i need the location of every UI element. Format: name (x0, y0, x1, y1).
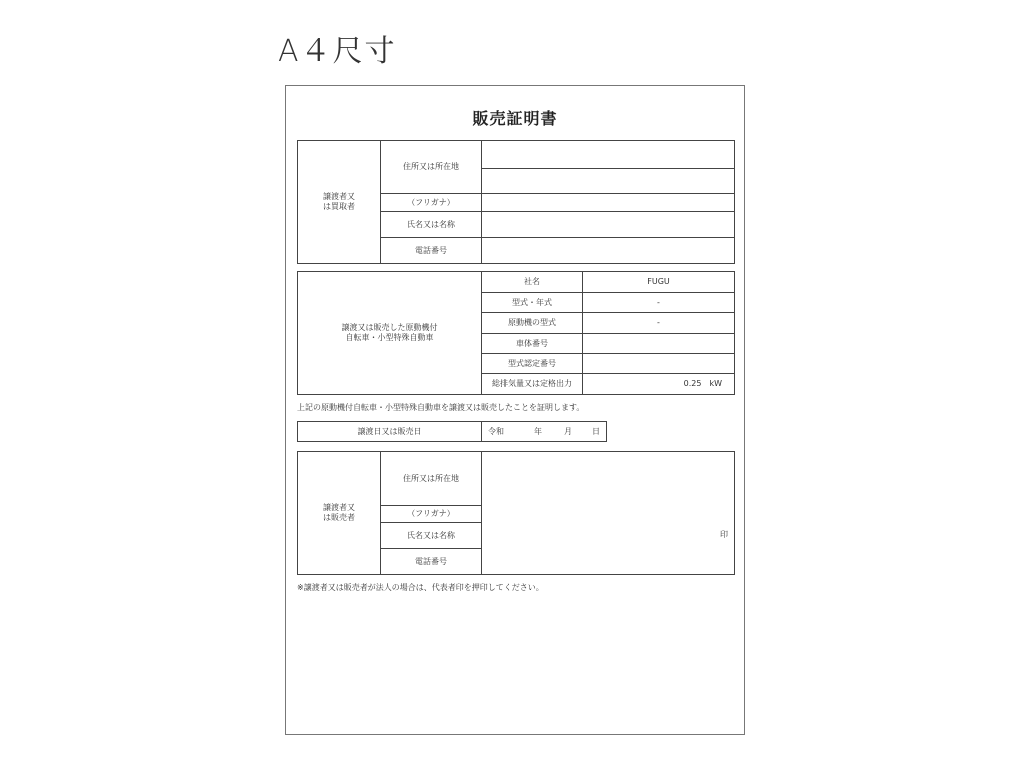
buyer-group-label-line2: は買取者 (323, 202, 355, 211)
certification-text: 上記の原動機付自転車・小型特殊自動車を譲渡又は販売したことを証明します。 (297, 403, 585, 412)
seller-furigana-label: （フリガナ） (407, 509, 455, 518)
vehicle-section (297, 271, 735, 395)
paper-size-label: A４尺寸 (278, 34, 397, 69)
date-label: 譲渡日又は販売日 (357, 426, 422, 436)
frame-number-value[interactable] (583, 334, 734, 353)
seller-group-label (298, 452, 380, 574)
buyer-group-label (298, 141, 380, 263)
seller-details-field[interactable] (482, 452, 734, 574)
vehicle-group-label-line2: 自転車・小型特殊自動車 (345, 333, 434, 342)
sales-certificate-sheet (285, 85, 745, 735)
buyer-furigana-field[interactable] (482, 194, 734, 211)
frame-number-label: 車体番号 (516, 338, 548, 348)
type-approval-number-label: 型式認定番号 (508, 358, 556, 368)
displacement-output-label: 総排気量又は定格出力 (492, 379, 572, 388)
engine-model-value: - (657, 318, 660, 327)
displacement-output-value: 0.25 kW (683, 379, 722, 388)
document-title: 販売証明書 (472, 109, 558, 128)
seller-name-label: 氏名又は名称 (407, 530, 455, 540)
date-field[interactable] (482, 422, 606, 441)
buyer-section (297, 140, 735, 264)
date-day-unit: 日 (592, 426, 600, 436)
vehicle-model-year-value: - (657, 297, 660, 307)
date-year-unit: 年 (534, 426, 542, 436)
buyer-address-label: 住所又は所在地 (403, 162, 459, 171)
footnote: ※譲渡者又は販売者が法人の場合は、代表者印を押印してください。 (297, 583, 544, 592)
date-month-unit: 月 (564, 426, 572, 436)
seller-phone-label: 電話番号 (415, 556, 447, 566)
vehicle-model-year-label: 型式・年式 (512, 297, 552, 307)
vehicle-group-label (298, 272, 481, 394)
buyer-furigana-label: （フリガナ） (407, 197, 455, 207)
buyer-name-label: 氏名又は名称 (407, 219, 455, 229)
date-era: 令和 (488, 426, 504, 436)
type-approval-number-value[interactable] (583, 354, 734, 373)
vehicle-maker-label: 社名 (524, 277, 540, 286)
seller-group-label-line1: 譲渡者又 (323, 503, 355, 512)
buyer-phone-label: 電話番号 (415, 245, 447, 255)
vehicle-maker-value: FUGU (647, 277, 670, 286)
vehicle-group-label-line1: 譲渡又は販売した原動機付 (341, 323, 438, 332)
buyer-address-field-line2[interactable] (482, 169, 734, 193)
buyer-address-field-line1[interactable] (482, 141, 734, 168)
buyer-phone-field[interactable] (482, 238, 734, 263)
buyer-name-field[interactable] (482, 212, 734, 237)
seller-group-label-line2: は販売者 (323, 513, 355, 522)
engine-model-label: 原動機の型式 (508, 318, 556, 327)
seller-section (297, 451, 735, 575)
buyer-group-label-line1: 譲渡者又 (323, 192, 355, 201)
seller-address-label: 住所又は所在地 (403, 473, 459, 483)
seal-mark: 印 (720, 530, 728, 539)
date-row (297, 421, 607, 442)
